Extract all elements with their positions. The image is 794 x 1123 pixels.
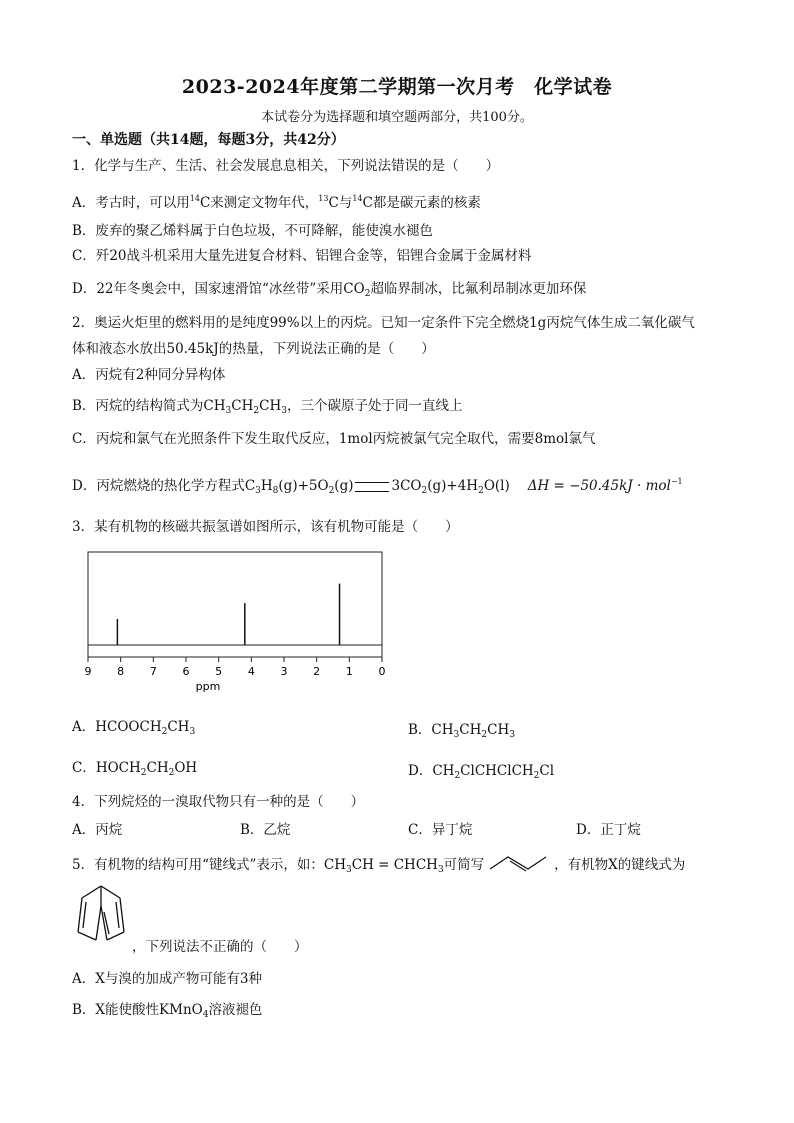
q2-d-sub2b: 2 <box>421 486 428 496</box>
x-tick-label: 8 <box>117 665 125 678</box>
x-tick-label: 0 <box>378 665 386 678</box>
q3-option-d[interactable] <box>408 759 554 781</box>
isotope-14: 14 <box>189 194 200 203</box>
q3-option-c[interactable] <box>72 759 197 782</box>
q2-option-a[interactable]: A．丙烷有2种同分异构体 <box>72 367 226 383</box>
q3-c-sub2: 2 <box>168 768 175 778</box>
q3-c-text2: CH <box>146 760 169 776</box>
q5-text3: 可简写 <box>443 857 485 873</box>
q2-d-dh: ΔH = −50.45kJ · mol <box>527 478 671 494</box>
q4-option-d[interactable]: D．正丁烷 <box>576 822 641 838</box>
q5-text: 5．有机物的结构可用“键线式”表示，如：CH <box>72 857 346 873</box>
q3-b-sub1: 3 <box>453 730 460 740</box>
q2-b-text: B．丙烷的结构简式为CH <box>72 398 226 414</box>
x-tick-label: 9 <box>84 665 92 678</box>
q4-option-c[interactable]: C．异丁烷 <box>408 822 473 838</box>
q1-a-text2: C来测定文物年代， <box>199 195 319 211</box>
q2-d-exp: −1 <box>670 477 683 486</box>
q2-stem-line1: 2．奥运火炬里的燃料用的是纯度99%以上的丙烷。已知一定条件下完全燃烧1g丙烷气体生成二氧化碳气 <box>72 315 695 331</box>
q2-d-h: H <box>260 478 273 494</box>
q3-b-sub2: 2 <box>481 730 488 740</box>
q5-sub1: 3 <box>346 865 352 875</box>
q3-a-text2: CH <box>167 719 190 735</box>
q2-b-sub3: 3 <box>281 406 287 416</box>
q2-d-g3: (g)+4H <box>427 478 479 494</box>
q3-a-text: A．HCOOCH <box>72 719 162 735</box>
q3-a-sub1: 2 <box>161 727 168 737</box>
q5-text4: ，有机物X的键线式为 <box>554 857 686 873</box>
q1-d-sub: 2 <box>364 289 371 299</box>
q1-d-text2: 超临界制冰，比氟利昂制冰更加环保 <box>370 281 587 297</box>
q4-option-a[interactable]: A．丙烷 <box>72 822 123 838</box>
q3-b-text2: CH <box>459 722 482 738</box>
q2-d-sub: 3 <box>255 486 261 496</box>
q2-d-p1: 3CO <box>391 478 422 494</box>
q4-stem: 4．下列烷烃的一溴取代物只有一种的是（ ） <box>72 794 365 810</box>
q5-stem <box>72 853 685 879</box>
q1-option-c[interactable]: C．歼20战斗机采用大量先进复合材料、铝锂合金等，铝锂合金属于金属材料 <box>72 248 532 264</box>
q5-text2: CH = CHCH <box>351 857 438 873</box>
q3-b-text3: CH <box>487 722 510 738</box>
q2-d-g4: O(l) <box>483 478 510 494</box>
q4-option-b[interactable]: B．乙烷 <box>240 822 291 838</box>
x-tick-label: 4 <box>247 665 255 678</box>
q5-b-sub: 4 <box>202 1010 209 1020</box>
q1-option-b[interactable]: B．废弃的聚乙烯料属于白色垃圾，不可降解，能使溴水褪色 <box>72 223 433 239</box>
q1-a-text: A．考古时，可以用 <box>72 195 190 211</box>
q2-b-text2: CH <box>231 398 254 414</box>
q3-c-sub1: 2 <box>140 768 147 778</box>
x-axis-label: ppm <box>195 680 221 693</box>
q2-b-sub1: 3 <box>225 406 232 416</box>
page-title: 2023-2024年度第二学期第一次月考 化学试卷 <box>181 76 613 98</box>
q3-option-a[interactable] <box>72 718 195 741</box>
x-tick-label: 5 <box>215 665 223 678</box>
q2-d-sub2: 2 <box>328 486 335 496</box>
x-tick-label: 3 <box>280 665 288 678</box>
q1-d-text: D．22年冬奥会中，国家速滑馆“冰丝带”采用CO <box>72 281 365 297</box>
x-tick-label: 6 <box>182 665 190 678</box>
q2-option-b[interactable] <box>72 397 462 420</box>
q3-a-sub2: 3 <box>189 727 196 737</box>
q3-b-text: B．CH <box>408 722 454 738</box>
q2-b-text3: CH <box>259 398 282 414</box>
q1-option-a[interactable] <box>72 190 481 212</box>
chart-frame <box>88 552 382 657</box>
q1-stem: 1．化学与生产、生活、社会发展息息相关，下列说法错误的是（ ） <box>72 158 500 174</box>
section-heading: 一、单选题（共14题，每题3分，共42分） <box>72 132 345 148</box>
equals-arrow <box>355 482 389 492</box>
q3-c-text: C．HOCH <box>72 760 141 776</box>
q5-option-b[interactable] <box>72 1001 262 1024</box>
q2-stem-line2: 体和液态水放出50.45kJ的热量，下列说法正确的是（ ） <box>72 341 435 357</box>
q3-d-text: D．CH <box>408 763 455 779</box>
q2-option-c[interactable]: C．丙烷和氯气在光照条件下发生取代反应，1mol丙烷被氯气完全取代，需要8mol氯气 <box>72 431 596 447</box>
barrelene-structure-icon <box>72 882 130 944</box>
q2-d-sub2c: 2 <box>478 486 484 496</box>
q2-d-g1: (g)+5O <box>278 478 329 494</box>
q3-b-sub3: 3 <box>509 730 515 740</box>
q3-stem: 3．某有机物的核磁共振氢谱如图所示，该有机物可能是（ ） <box>72 519 459 535</box>
q3-option-b[interactable] <box>408 718 515 740</box>
butene-skeletal-icon <box>488 853 550 873</box>
q3-d-text2: ClCHClCH <box>460 763 534 779</box>
x-tick-label: 1 <box>345 665 353 678</box>
q2-d-text: D．丙烷燃烧的热化学方程式C <box>72 478 256 494</box>
q5-b-text: B．X能使酸性KMnO <box>72 1002 203 1018</box>
q1-a-text3: C与 <box>328 195 353 211</box>
q1-a-text4: C都是碳元素的核素 <box>362 195 481 211</box>
q5-b-text2: 溶液褪色 <box>208 1002 263 1018</box>
q2-option-d[interactable] <box>72 473 683 500</box>
x-tick-label: 2 <box>313 665 321 678</box>
nmr-spectrum-chart <box>76 548 396 698</box>
q3-d-sub1: 2 <box>454 771 461 781</box>
q2-b-sub2: 2 <box>253 406 260 416</box>
q5-sub2: 3 <box>437 865 444 875</box>
isotope-14b: 14 <box>352 194 363 203</box>
isotope-13: 13 <box>318 194 329 203</box>
q1-option-d[interactable] <box>72 280 586 303</box>
q2-b-text4: ，三个碳原子处于同一直线上 <box>286 398 463 414</box>
q2-d-g2: (g) <box>334 478 354 494</box>
q3-c-text3: OH <box>174 760 198 776</box>
x-tick-label: 7 <box>149 665 157 678</box>
q5-stem-line2: ，下列说法不正确的（ ） <box>132 939 308 955</box>
q3-d-sub2: 2 <box>533 771 540 781</box>
q3-d-text3: Cl <box>539 763 555 779</box>
page-subtitle: 本试卷分为选择题和填空题两部分，共100分。 <box>261 110 533 125</box>
q2-d-sub8: 8 <box>272 486 279 496</box>
q5-option-a[interactable]: A．X与溴的加成产物可能有3种 <box>72 971 262 987</box>
